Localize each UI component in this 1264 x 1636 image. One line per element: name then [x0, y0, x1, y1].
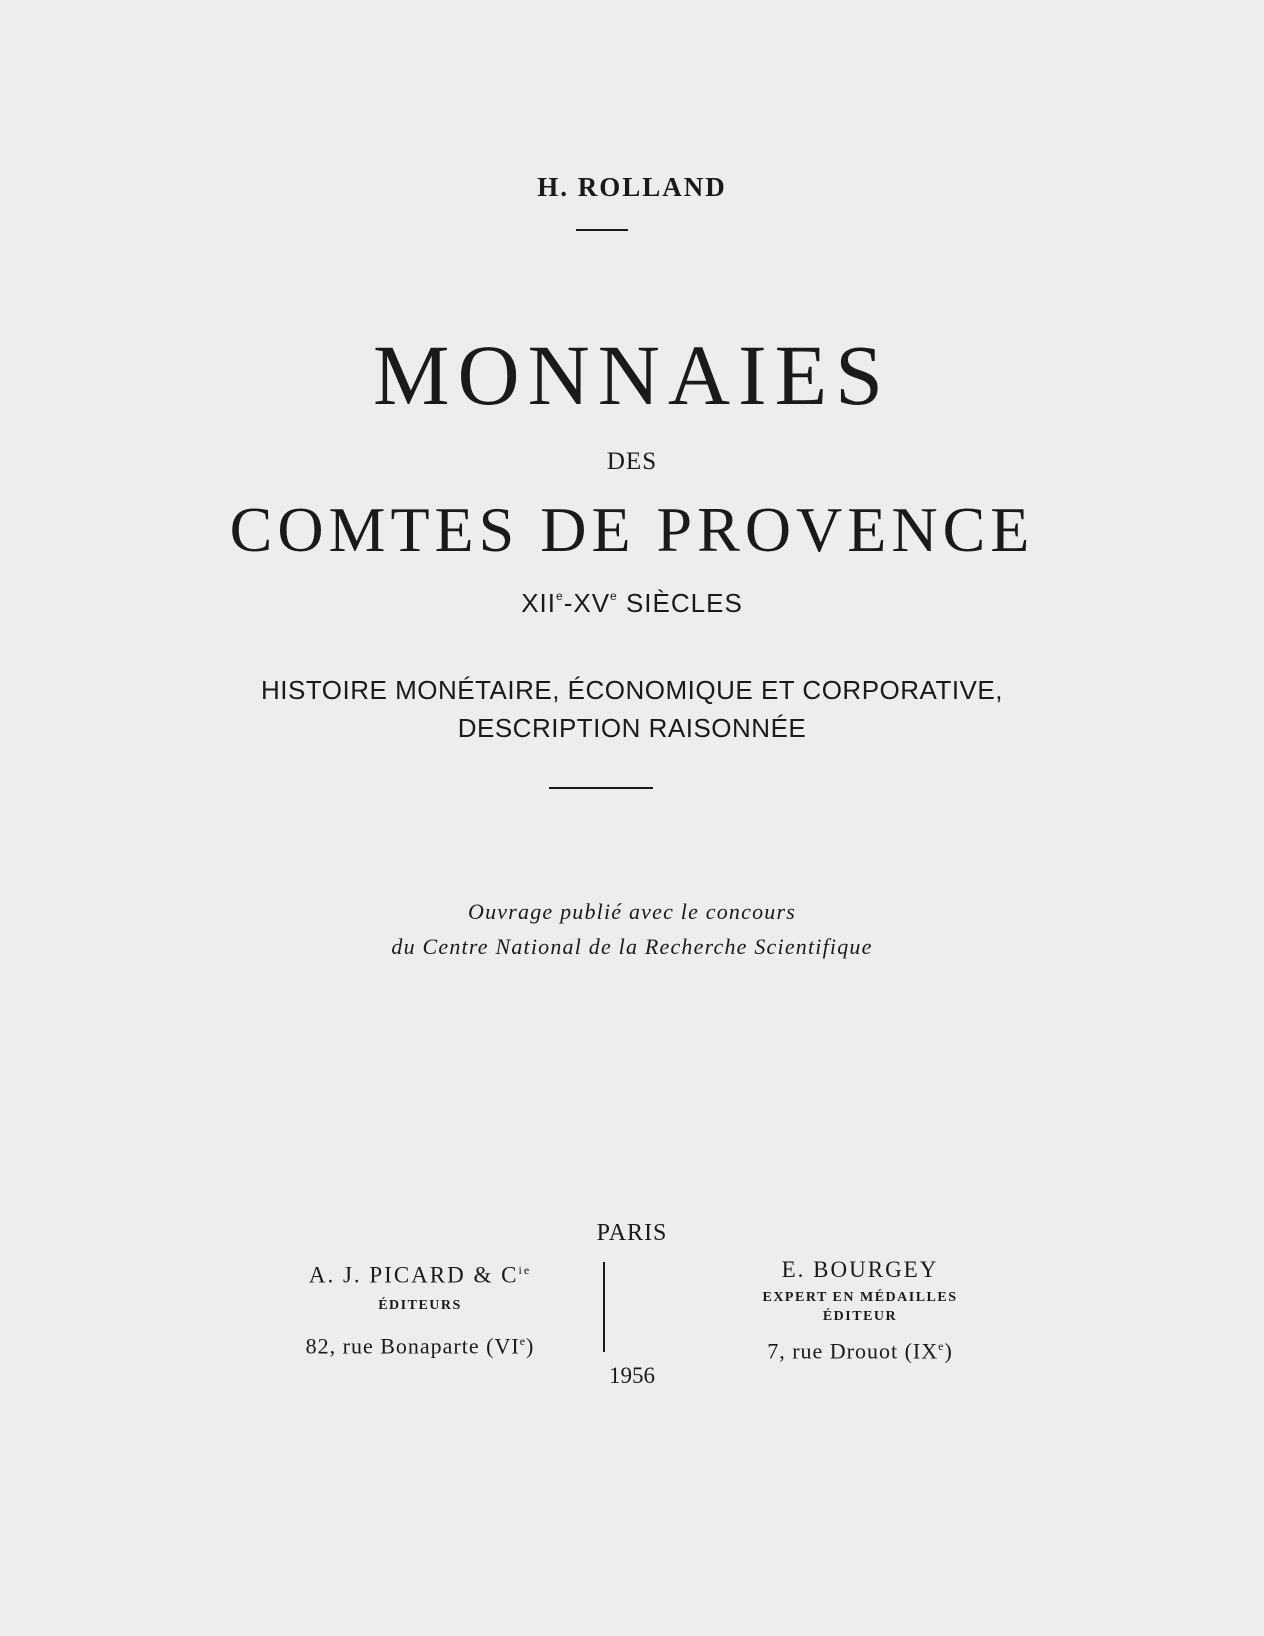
description-rule [549, 787, 653, 789]
publisher-left-name-sup: ie [518, 1263, 532, 1277]
publisher-left-name [230, 1256, 610, 1290]
description-line-2: DESCRIPTION RAISONNÉE [457, 713, 807, 743]
notice-line-1: Ouvrage publié avec le concours [468, 899, 796, 924]
publisher-left-address-text: 82, rue Bonaparte (VI [305, 1332, 520, 1358]
publisher-left-address [230, 1327, 610, 1360]
publisher-left-address-end: ) [526, 1332, 535, 1358]
imprint-city: PARIS [596, 1220, 668, 1246]
century-start: XII [521, 588, 556, 618]
subtitle-description [0, 671, 1264, 747]
publisher-right-address-end: ) [944, 1338, 953, 1364]
publisher-right-address-sup: e [938, 1339, 945, 1353]
century-end: XV [573, 588, 611, 618]
publisher-left [230, 1256, 610, 1360]
notice-line-2: du Centre National de la Recherche Scientifique [391, 934, 873, 959]
publisher-right-address-text: 7, rue Drouot (IX [767, 1338, 939, 1364]
author-name: H. ROLLAND [537, 172, 727, 202]
publisher-left-name-text: A. J. PICARD & C [308, 1262, 519, 1288]
publisher-right-name: E. BOURGEY [781, 1257, 939, 1282]
title-connector: DES [606, 448, 658, 475]
publisher-right [660, 1256, 1060, 1365]
publication-notice [0, 894, 1264, 964]
centuries-line [0, 588, 1264, 619]
publisher-right-role-2: ÉDITEUR [822, 1309, 898, 1324]
century-start-sup: e [556, 589, 564, 604]
author-rule [576, 229, 628, 231]
title-subject: COMTES DE PROVENCE [229, 494, 1035, 565]
imprint-divider [603, 1262, 605, 1352]
title-main: MONNAIES [373, 327, 891, 423]
century-separator: - [563, 588, 574, 618]
publisher-left-address-sup: e [519, 1333, 527, 1348]
publisher-right-role-1: EXPERT EN MÉDAILLES [762, 1290, 958, 1305]
centuries-word: SIÈCLES [625, 588, 743, 618]
imprint-year: 1956 [609, 1363, 655, 1388]
publisher-left-role: ÉDITEURS [378, 1297, 462, 1313]
century-end-sup: e [610, 589, 618, 604]
publisher-right-address [660, 1332, 1060, 1365]
description-line-1: HISTOIRE MONÉTAIRE, ÉCONOMIQUE ET CORPORATIVE, [261, 675, 1003, 705]
